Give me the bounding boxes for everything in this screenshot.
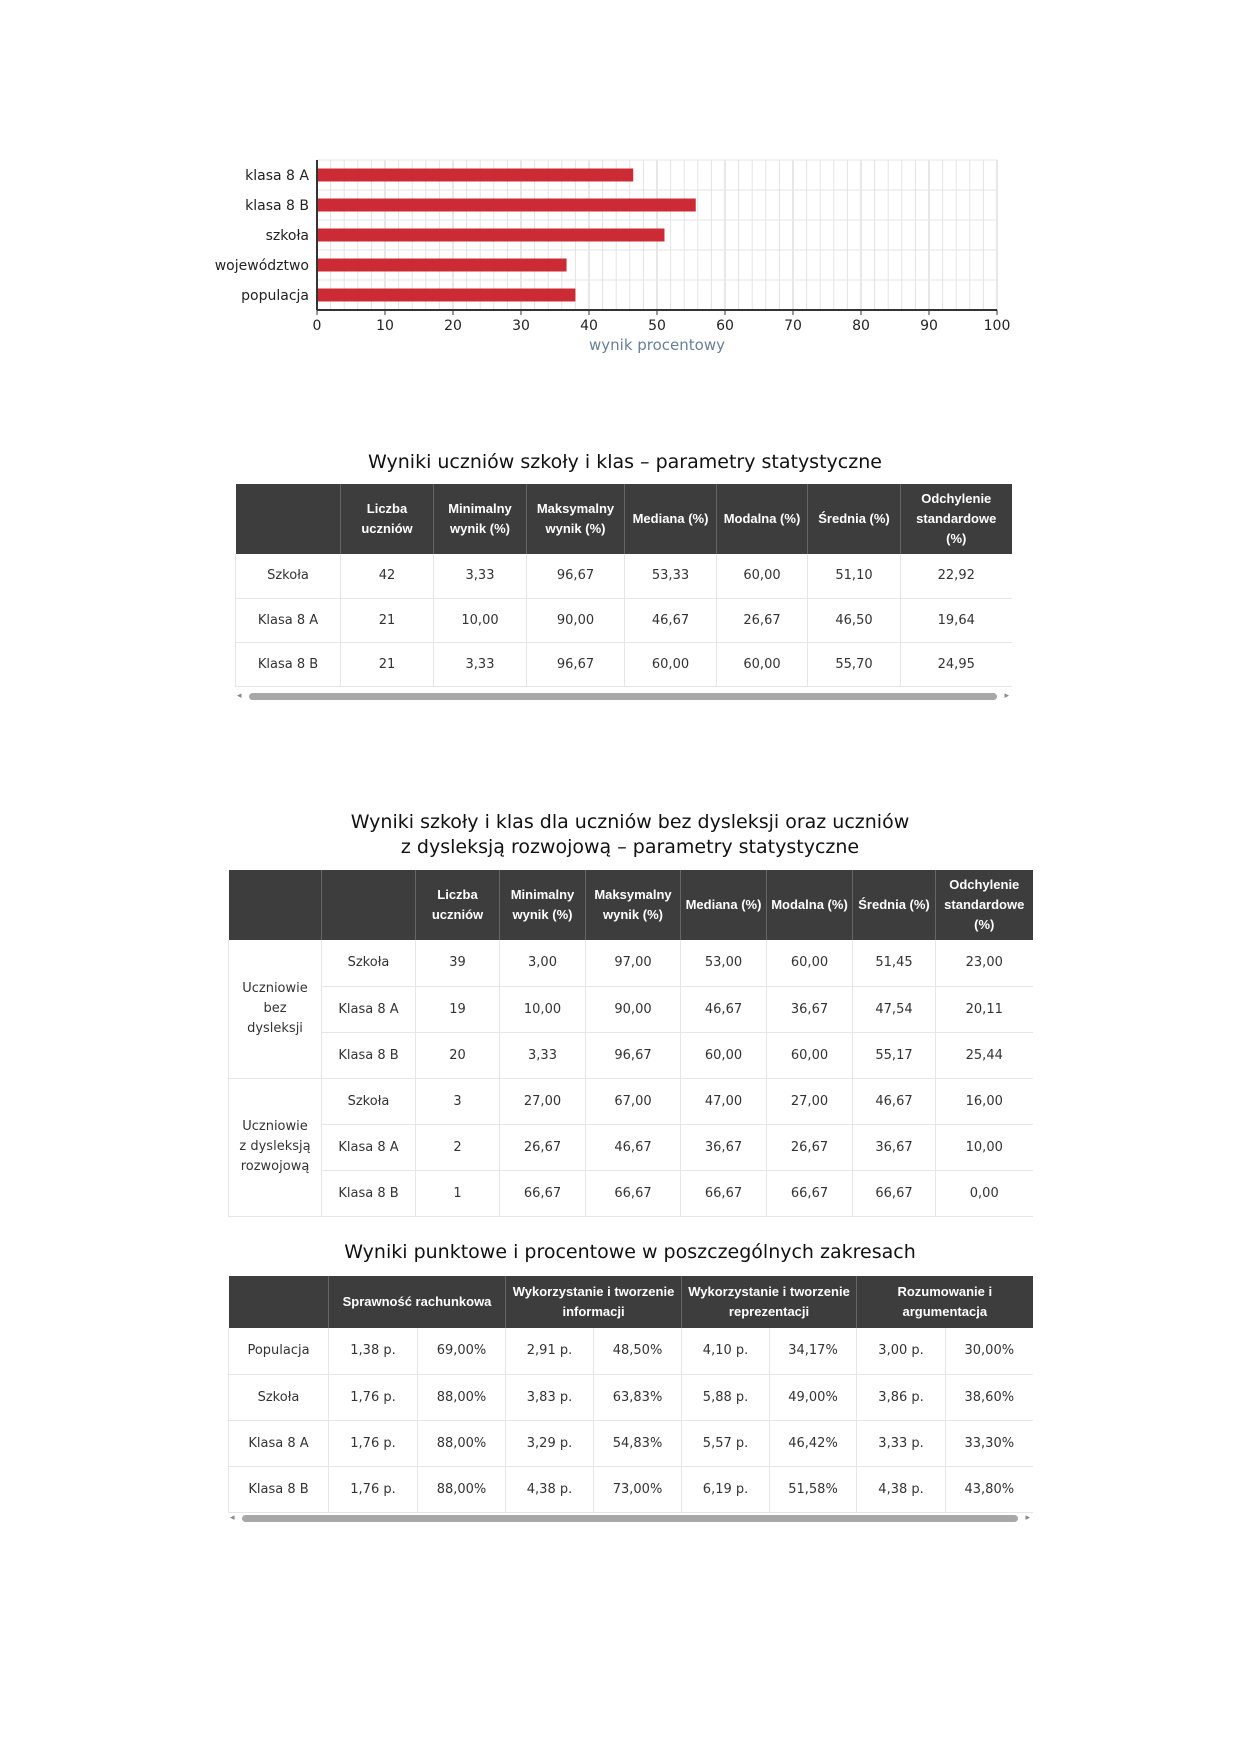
- x-tick-label: 80: [852, 318, 870, 334]
- x-tick-label: 30: [512, 318, 530, 334]
- column-header: [229, 1276, 329, 1328]
- table-cell: 27,00: [767, 1078, 853, 1124]
- column-header: Wykorzystanie i tworzenie informacji: [506, 1276, 682, 1328]
- category-label: województwo: [215, 258, 309, 274]
- table-cell: 16,00: [936, 1078, 1033, 1124]
- x-tick-label: 90: [920, 318, 938, 334]
- column-header: Liczba uczniów: [341, 484, 434, 554]
- table-cell: 60,00: [681, 1032, 767, 1078]
- column-header: Odchylenie standardowe (%): [936, 870, 1033, 940]
- table-cell: 19: [416, 986, 500, 1032]
- table-cell: 21: [341, 598, 434, 642]
- table-cell: 60,00: [717, 554, 808, 598]
- table-cell: 66,67: [500, 1170, 586, 1216]
- table-cell: 46,67: [586, 1124, 681, 1170]
- table-cell: 10,00: [434, 598, 527, 642]
- x-tick-label: 60: [716, 318, 734, 334]
- table-cell: 19,64: [901, 598, 1012, 642]
- column-header: Maksymalny wynik (%): [527, 484, 625, 554]
- table-cell: 25,44: [936, 1032, 1033, 1078]
- table-cell: 96,67: [586, 1032, 681, 1078]
- x-tick-label: 10: [376, 318, 394, 334]
- table-cell: 60,00: [767, 1032, 853, 1078]
- table-cell: 47,54: [853, 986, 936, 1032]
- table-cell: 73,00%: [594, 1466, 682, 1512]
- x-tick-label: 50: [648, 318, 666, 334]
- header-row: [229, 1276, 1033, 1328]
- table-cell: 88,00%: [418, 1374, 506, 1420]
- table-cell: 24,95: [901, 642, 1012, 686]
- x-axis-title: wynik procentowy: [589, 336, 725, 354]
- table-cell: 36,67: [681, 1124, 767, 1170]
- group-label: Uczniowie bez dysleksji: [229, 940, 322, 1078]
- table-cell: 6,19 p.: [682, 1466, 770, 1512]
- column-header: [236, 484, 341, 554]
- row-label: Szkoła: [236, 554, 341, 598]
- column-header: Minimalny wynik (%): [500, 870, 586, 940]
- table-cell: 30,00%: [946, 1328, 1033, 1374]
- scrollbar-thumb[interactable]: [242, 1515, 1018, 1522]
- category-label: szkoła: [265, 228, 309, 244]
- table-cell: 2,91 p.: [506, 1328, 594, 1374]
- column-header: Sprawność rachunkowa: [329, 1276, 506, 1328]
- table-cell: 67,00: [586, 1078, 681, 1124]
- scroll-left-icon[interactable]: ◂: [237, 691, 242, 701]
- table1-title: Wyniki uczniów szkoły i klas – parametry statystyczne: [368, 451, 882, 473]
- bar: [318, 289, 575, 302]
- row-label: Klasa 8 B: [236, 642, 341, 686]
- table-cell: 97,00: [586, 940, 681, 986]
- table-cell: 66,67: [767, 1170, 853, 1216]
- table-row: [236, 598, 1012, 642]
- table-cell: 3,33: [434, 554, 527, 598]
- column-header: Średnia (%): [853, 870, 936, 940]
- table-cell: 3,00: [500, 940, 586, 986]
- row-label: Klasa 8 B: [229, 1466, 329, 1512]
- table-cell: 69,00%: [418, 1328, 506, 1374]
- group-label: Uczniowie z dysleksją rozwojową: [229, 1078, 322, 1216]
- table-cell: 66,67: [681, 1170, 767, 1216]
- table-cell: 88,00%: [418, 1466, 506, 1512]
- table-cell: 3,33 p.: [857, 1420, 946, 1466]
- table-cell: 60,00: [767, 940, 853, 986]
- table-cell: 66,67: [853, 1170, 936, 1216]
- x-tick-label: 20: [444, 318, 462, 334]
- row-label: Szkoła: [322, 940, 416, 986]
- table-cell: 3,00 p.: [857, 1328, 946, 1374]
- category-label: klasa 8 B: [245, 198, 309, 214]
- table-cell: 4,38 p.: [506, 1466, 594, 1512]
- table-cell: 1,76 p.: [329, 1420, 418, 1466]
- table-row: [229, 986, 1033, 1032]
- row-label: Populacja: [229, 1328, 329, 1374]
- scroll-right-icon[interactable]: ▸: [1025, 1513, 1030, 1523]
- table-row: [229, 1328, 1033, 1374]
- table-cell: 38,60%: [946, 1374, 1033, 1420]
- table3-area-results: [228, 1276, 1033, 1513]
- column-header: Mediana (%): [681, 870, 767, 940]
- table-cell: 1,38 p.: [329, 1328, 418, 1374]
- scroll-right-icon[interactable]: ▸: [1004, 691, 1009, 701]
- category-label: klasa 8 A: [245, 168, 309, 184]
- table-cell: 55,70: [808, 642, 901, 686]
- scrollbar-thumb[interactable]: [249, 693, 997, 700]
- table-cell: 5,88 p.: [682, 1374, 770, 1420]
- table-cell: 96,67: [527, 554, 625, 598]
- table-cell: 36,67: [853, 1124, 936, 1170]
- table1-statistics: [235, 484, 1012, 687]
- column-header: [229, 870, 322, 940]
- table-cell: 0,00: [936, 1170, 1033, 1216]
- table-row: [229, 1170, 1033, 1216]
- row-label: Klasa 8 A: [322, 986, 416, 1032]
- table2-dyslexia-statistics: [228, 870, 1033, 1217]
- table-cell: 26,67: [717, 598, 808, 642]
- table-cell: 23,00: [936, 940, 1033, 986]
- header-row: [229, 870, 1033, 940]
- table-cell: 54,83%: [594, 1420, 682, 1466]
- x-tick-label: 100: [983, 318, 1011, 334]
- row-label: Szkoła: [229, 1374, 329, 1420]
- table-cell: 26,67: [767, 1124, 853, 1170]
- table-cell: 5,57 p.: [682, 1420, 770, 1466]
- bar: [318, 169, 633, 182]
- table-cell: 3: [416, 1078, 500, 1124]
- table-cell: 51,58%: [770, 1466, 857, 1512]
- table2-title: Wyniki szkoły i klas dla uczniów bez dysleksji oraz uczniów z dysleksją rozwojową – parametry statystyczne: [350, 811, 910, 858]
- row-label: Klasa 8 A: [236, 598, 341, 642]
- table-cell: 66,67: [586, 1170, 681, 1216]
- bar: [318, 229, 664, 242]
- table-cell: 46,67: [625, 598, 717, 642]
- table-cell: 55,17: [853, 1032, 936, 1078]
- table-cell: 39: [416, 940, 500, 986]
- x-tick-label: 70: [784, 318, 802, 334]
- table-cell: 48,50%: [594, 1328, 682, 1374]
- table-cell: 46,67: [681, 986, 767, 1032]
- table-row: [229, 1124, 1033, 1170]
- table-cell: 4,38 p.: [857, 1466, 946, 1512]
- results-bar-chart: [215, 150, 1015, 360]
- table-cell: 60,00: [717, 642, 808, 686]
- column-header: Modalna (%): [717, 484, 808, 554]
- table3-scrollbar[interactable]: [228, 1512, 1032, 1524]
- table1-scrollbar[interactable]: [235, 690, 1011, 702]
- header-row: [236, 484, 1012, 554]
- table-cell: 96,67: [527, 642, 625, 686]
- table-cell: 1,76 p.: [329, 1466, 418, 1512]
- table-cell: 42: [341, 554, 434, 598]
- table-cell: 43,80%: [946, 1466, 1033, 1512]
- table-cell: 53,00: [681, 940, 767, 986]
- table-row: [236, 642, 1012, 686]
- row-label: Szkoła: [322, 1078, 416, 1124]
- table-cell: 90,00: [586, 986, 681, 1032]
- table-cell: 1: [416, 1170, 500, 1216]
- table-cell: 34,17%: [770, 1328, 857, 1374]
- column-header: Modalna (%): [767, 870, 853, 940]
- row-label: Klasa 8 A: [229, 1420, 329, 1466]
- table-cell: 46,67: [853, 1078, 936, 1124]
- row-label: Klasa 8 A: [322, 1124, 416, 1170]
- table-cell: 27,00: [500, 1078, 586, 1124]
- table-cell: 3,86 p.: [857, 1374, 946, 1420]
- x-tick-label: 40: [580, 318, 598, 334]
- table-cell: 88,00%: [418, 1420, 506, 1466]
- column-header: Minimalny wynik (%): [434, 484, 527, 554]
- row-label: Klasa 8 B: [322, 1032, 416, 1078]
- table-cell: 60,00: [625, 642, 717, 686]
- table-cell: 53,33: [625, 554, 717, 598]
- table-cell: 46,42%: [770, 1420, 857, 1466]
- table-cell: 22,92: [901, 554, 1012, 598]
- table-cell: 33,30%: [946, 1420, 1033, 1466]
- table-cell: 47,00: [681, 1078, 767, 1124]
- column-header: [322, 870, 416, 940]
- table-cell: 2: [416, 1124, 500, 1170]
- column-header: Wykorzystanie i tworzenie reprezentacji: [682, 1276, 857, 1328]
- table-cell: 20,11: [936, 986, 1033, 1032]
- table-cell: 21: [341, 642, 434, 686]
- column-header: Liczba uczniów: [416, 870, 500, 940]
- table-cell: 1,76 p.: [329, 1374, 418, 1420]
- table-cell: 63,83%: [594, 1374, 682, 1420]
- column-header: Średnia (%): [808, 484, 901, 554]
- x-tick-label: 0: [312, 318, 322, 334]
- table-cell: 3,83 p.: [506, 1374, 594, 1420]
- table-cell: 10,00: [500, 986, 586, 1032]
- row-label: Klasa 8 B: [322, 1170, 416, 1216]
- table-row: [229, 1078, 1033, 1124]
- scroll-left-icon[interactable]: ◂: [230, 1513, 235, 1523]
- table-cell: 90,00: [527, 598, 625, 642]
- table-cell: 26,67: [500, 1124, 586, 1170]
- table-cell: 3,33: [434, 642, 527, 686]
- table-cell: 20: [416, 1032, 500, 1078]
- table-cell: 3,29 p.: [506, 1420, 594, 1466]
- column-header: Maksymalny wynik (%): [586, 870, 681, 940]
- table-cell: 49,00%: [770, 1374, 857, 1420]
- table-cell: 36,67: [767, 986, 853, 1032]
- category-label: populacja: [241, 288, 309, 304]
- table-row: [236, 554, 1012, 598]
- table-cell: 4,10 p.: [682, 1328, 770, 1374]
- column-header: Odchylenie standardowe (%): [901, 484, 1012, 554]
- table-cell: 3,33: [500, 1032, 586, 1078]
- table-row: [229, 1420, 1033, 1466]
- table-row: [229, 1032, 1033, 1078]
- table-cell: 51,10: [808, 554, 901, 598]
- column-header: Rozumowanie i argumentacja: [857, 1276, 1033, 1328]
- table-row: [229, 1374, 1033, 1420]
- table-row: [229, 940, 1033, 986]
- table3-title: Wyniki punktowe i procentowe w poszczególnych zakresach: [344, 1241, 916, 1263]
- table-row: [229, 1466, 1033, 1512]
- bar: [318, 259, 567, 272]
- bar: [318, 199, 696, 212]
- column-header: Mediana (%): [625, 484, 717, 554]
- table-cell: 10,00: [936, 1124, 1033, 1170]
- table-cell: 51,45: [853, 940, 936, 986]
- table-cell: 46,50: [808, 598, 901, 642]
